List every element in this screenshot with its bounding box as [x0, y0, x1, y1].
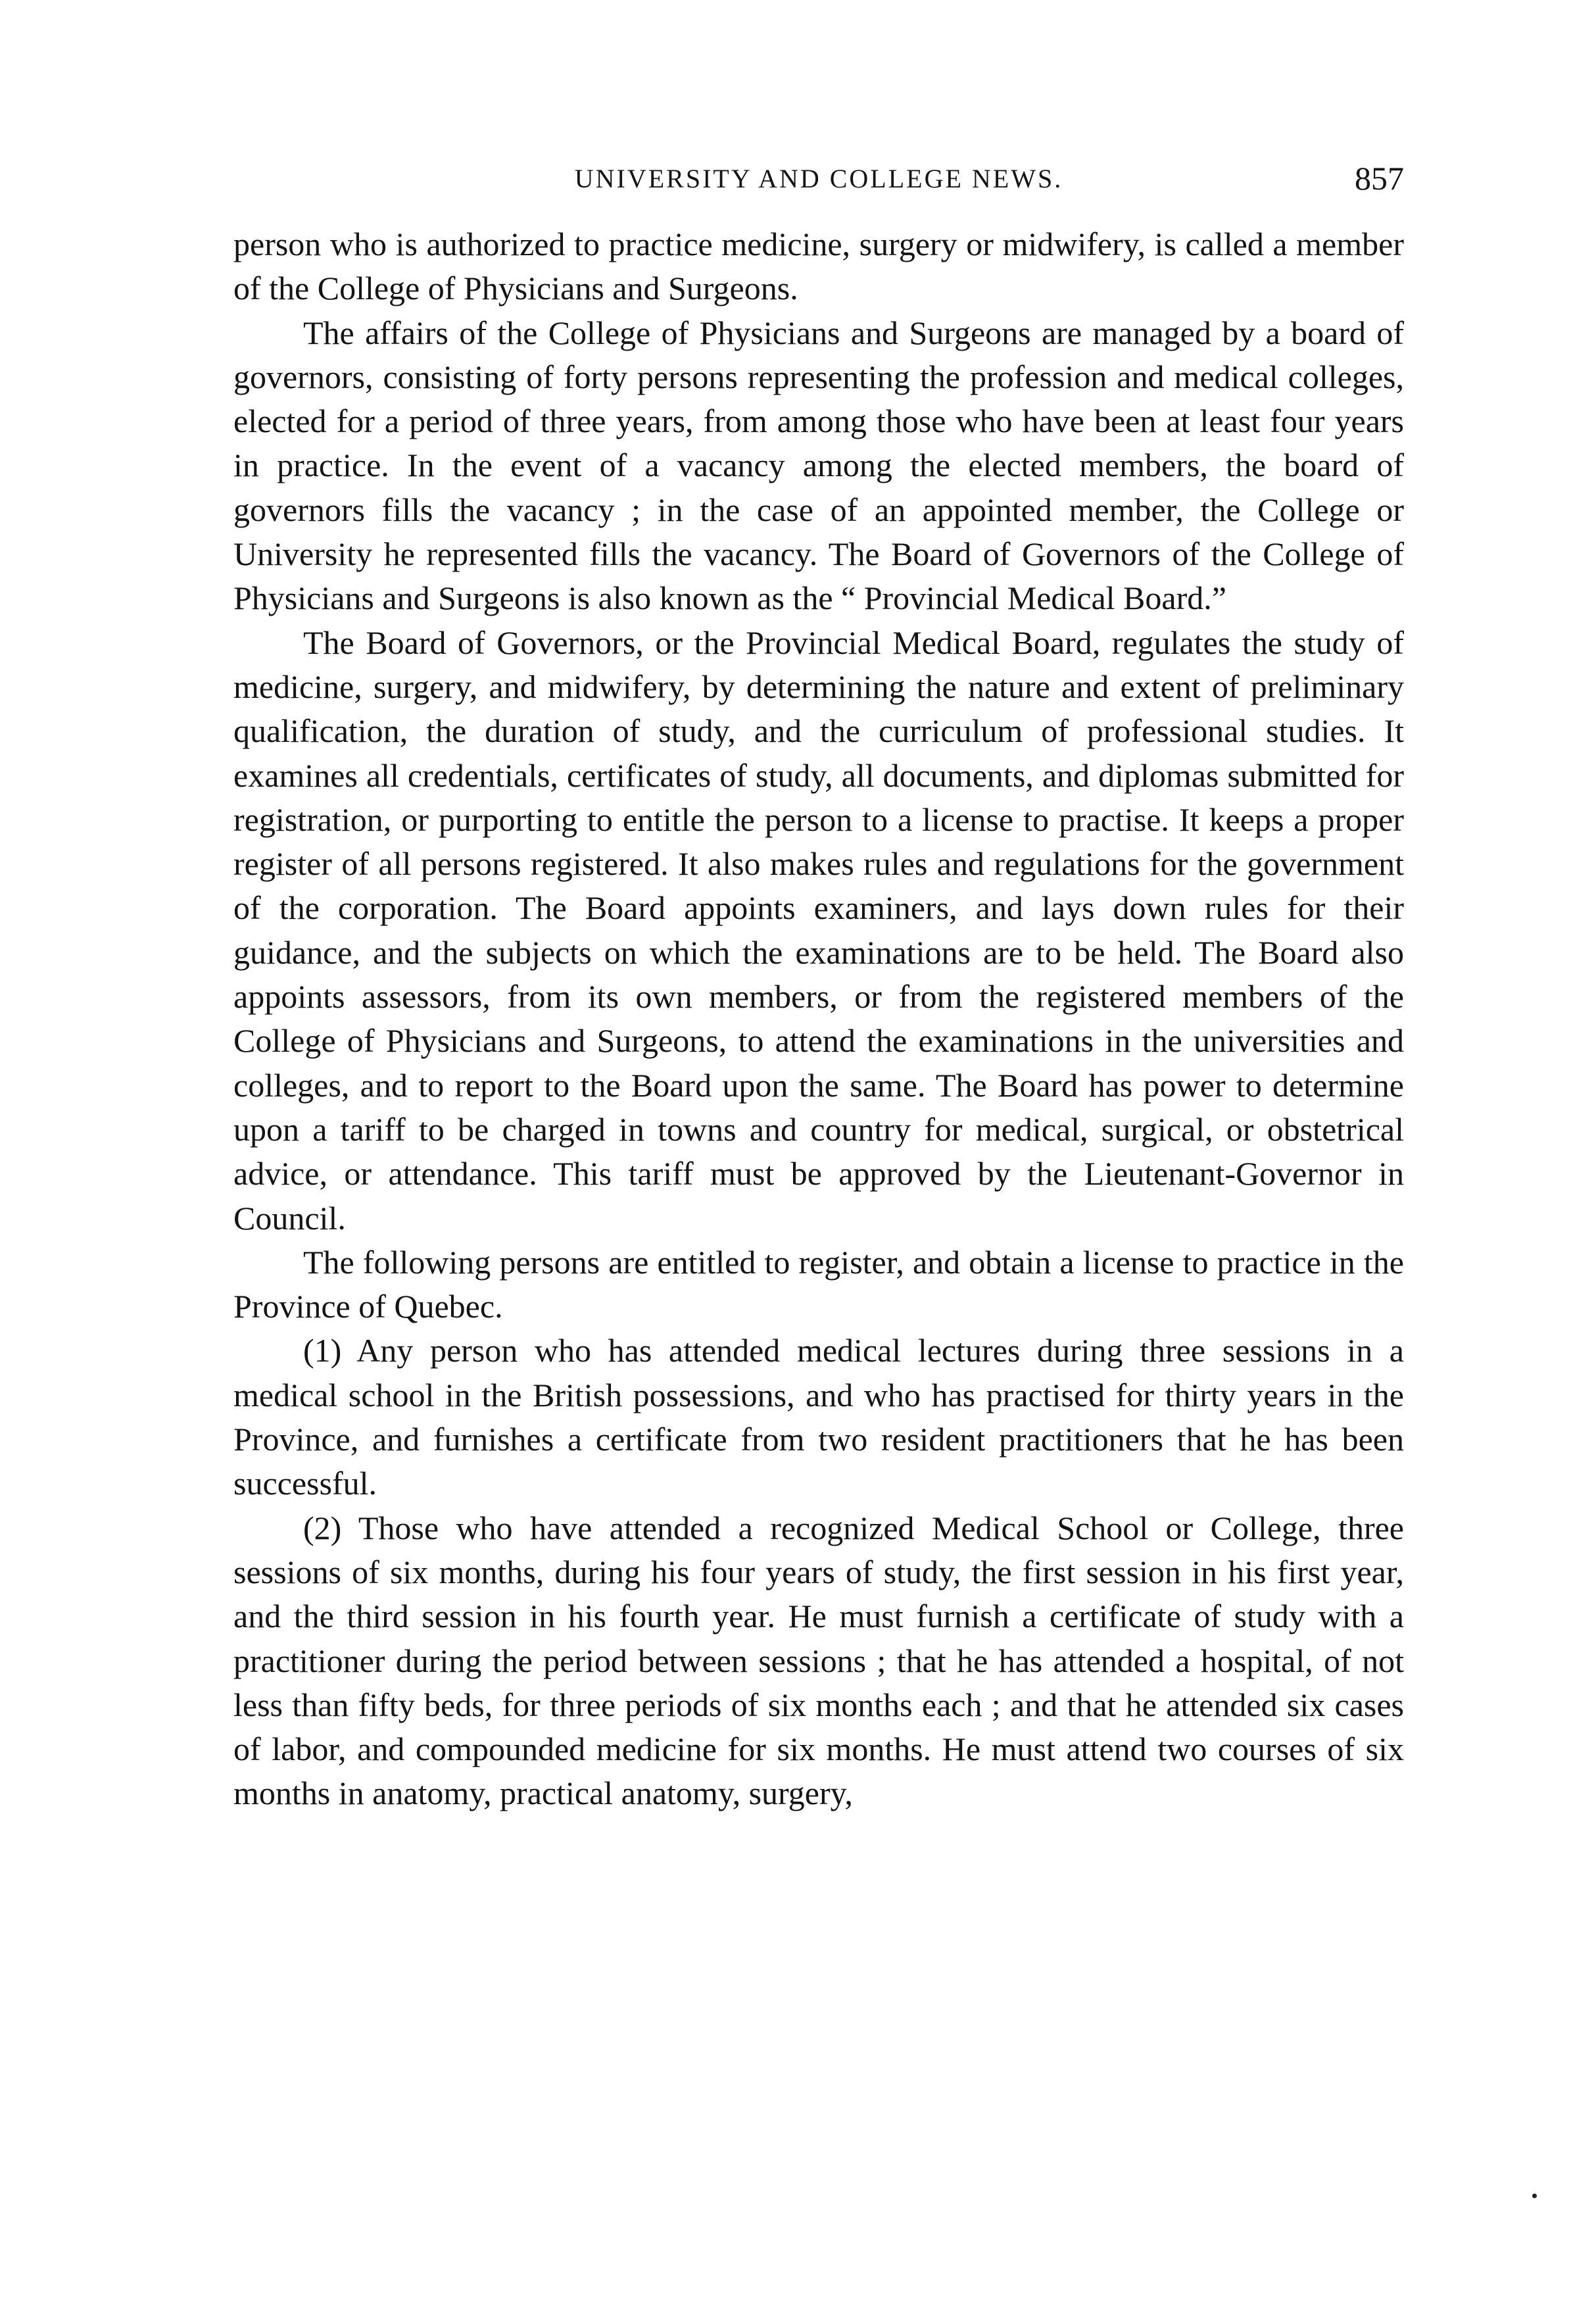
page-number: 857: [1355, 160, 1404, 197]
paragraph-item-2: (2) Those who have attended a recognized Medical School or College, three sessions of six months, during his four years of study, the first session in his first year, and the third session in his fourth year. He must furnish a certificate of study with a practitioner during the period between sessions ; that he has attended a hospital, of not less than fifty beds, for three periods of six months each ; and that he attended six cases of labor, and compounded medicine for six months. He must attend two courses of six months in anatomy, practical anatomy, surgery,: [233, 1509, 1404, 1812]
paragraph-board-regulations: The Board of Governors, or the Provincial Medical Board, regulates the study of medicine, surgery, and midwifery, by determining the nature and extent of preliminary qualification, the duration of study, and the curriculum of professional studies. It examines all credentials, certificates of study, all documents, and diplomas submitted for registration, or purporting to entitle the person to a license to practise. It keeps a proper register of all persons registered. It also makes rules and regulations for the government of the corporation. The Board appoints examiners, and lays down rules for their guidance, and the subjects on which the examinations are to be held. The Board also appoints assessors, from its own members, or from the registered members of the College of Physicians and Surgeons, to attend the examinations in the universities and colleges, and to report to the Board upon the same. The Board has power to determine upon a tariff to be charged in towns and country for medical, surgical, or obstetrical advice, or attendance. This tariff must be approved by the Lieutenant-Governor in Council.: [233, 624, 1404, 1237]
running-head: UNIVERSITY AND COLLEGE NEWS.: [574, 164, 1063, 193]
page-header: [233, 160, 1404, 209]
body-text: [233, 222, 1404, 1816]
paragraph-college-affairs: The affairs of the College of Physicians and Surgeons are managed by a board of governors, consisting of forty persons representing the profession and medical colleges, elected for a period of three years, from among those who have been at least four years in practice. In the event of a vacancy among the elected members, the board of governors fills the vacancy ; in the case of an appointed member, the College or University he represented fills the vacancy. The Board of Governors of the College of Physicians and Surgeons is also known as the “ Provincial Medical Board.”: [233, 314, 1404, 617]
margin-speck: [1532, 2194, 1537, 2198]
paragraph-continuation: person who is authorized to practice medicine, surgery or midwifery, is called a member of the College of Physicians and Surgeons.: [233, 226, 1404, 307]
paragraph-item-1: (1) Any person who has attended medical lectures during three sessions in a medical school in the British possessions, and who has practised for thirty years in the Province, and furnishes a certificate from two resident practitioners that he has been successful.: [233, 1332, 1404, 1502]
paragraph-entitled-persons: The following persons are entitled to register, and obtain a license to practice in the Province of Quebec.: [233, 1243, 1404, 1325]
